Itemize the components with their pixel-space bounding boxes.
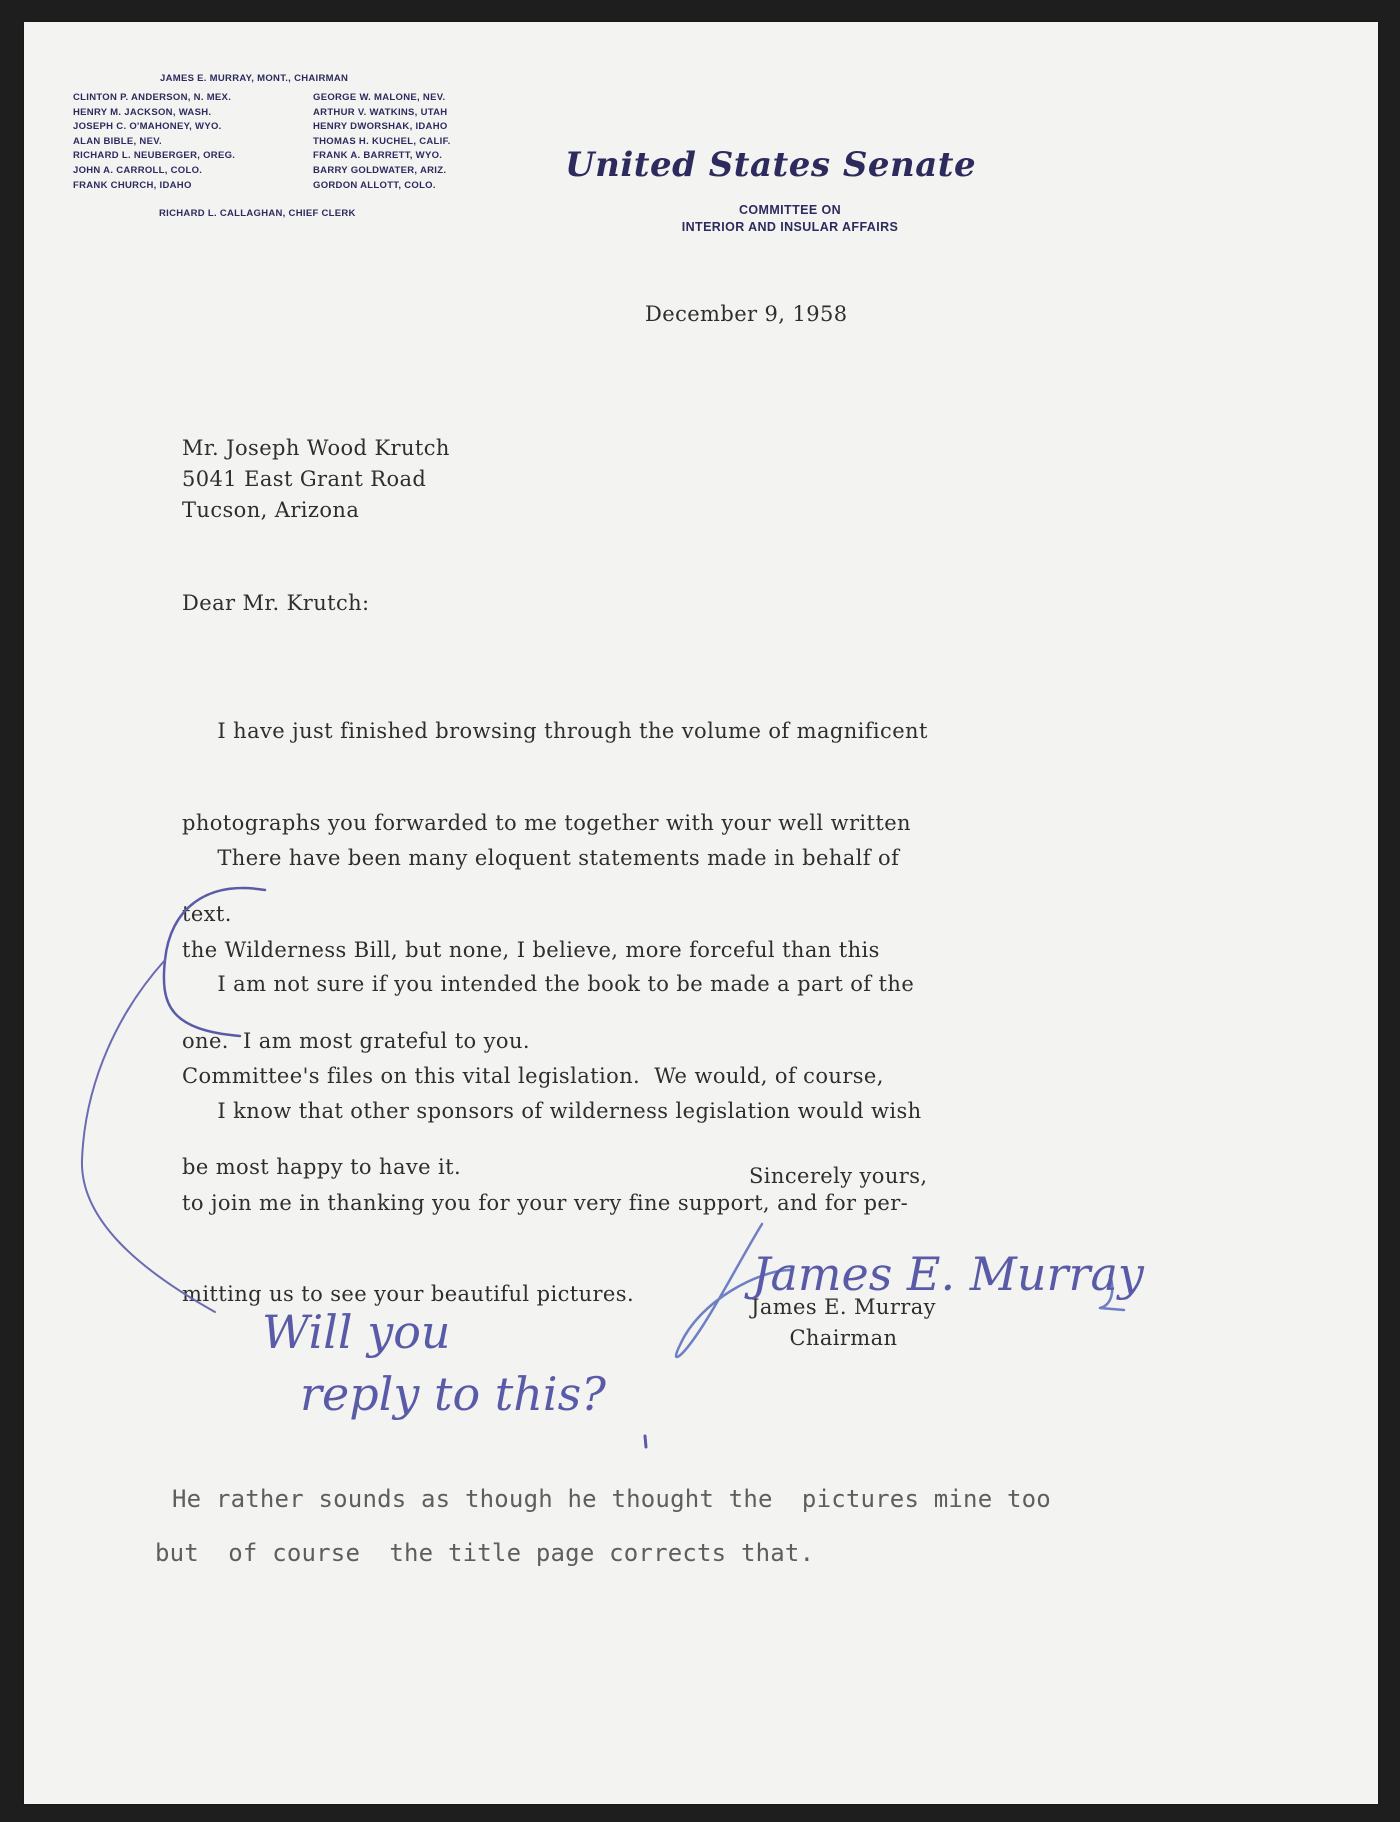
paragraph-line: mitting us to see your beautiful pictures.: [182, 1282, 635, 1306]
paragraph-line: I have just finished browsing through the volume of magnificent: [182, 719, 928, 743]
member-name: FRANK CHURCH, IDAHO: [73, 179, 192, 191]
member-name: RICHARD L. NEUBERGER, OREG.: [73, 150, 236, 162]
paragraph-line: I am not sure if you intended the book to be made a part of the: [182, 972, 915, 996]
signer-name: James E. Murray: [751, 1295, 936, 1319]
paragraph-line: Committee's files on this vital legislation. We would, of course,: [182, 1063, 884, 1088]
paragraph-line: photographs you forwarded to me together with your well written: [182, 810, 911, 835]
address-line: Mr. Joseph Wood Krutch: [182, 436, 450, 460]
letterhead-clerk: RICHARD L. CALLAGHAN, CHIEF CLERK: [159, 208, 356, 219]
paragraph-line: be most happy to have it.: [182, 1155, 462, 1179]
member-name: GEORGE W. MALONE, NEV.: [313, 92, 446, 103]
member-name: ARTHUR V. WATKINS, UTAH: [313, 106, 448, 118]
member-name: JOHN A. CARROLL, COLO.: [73, 164, 203, 176]
committee-line: INTERIOR AND INSULAR AFFAIRS: [681, 220, 899, 234]
member-name: GORDON ALLOTT, COLO.: [313, 179, 436, 191]
paragraph-line: to join me in thanking you for your very fine support, and for per-: [182, 1190, 909, 1215]
handwritten-note-line: reply to this?: [300, 1367, 606, 1421]
member-name: JOSEPH C. O'MAHONEY, WYO.: [73, 121, 222, 133]
member-name: CLINTON P. ANDERSON, N. MEX.: [73, 92, 232, 103]
member-name: THOMAS H. KUCHEL, CALIF.: [313, 135, 451, 147]
signer-title: Chairman: [789, 1326, 898, 1350]
ink-question-dot: [645, 1436, 646, 1447]
typed-note-line: but of course the title page corrects that.: [155, 1539, 815, 1567]
letter-date: December 9, 1958: [645, 302, 848, 326]
senate-title: United States Senate: [565, 145, 977, 185]
salutation: Dear Mr. Krutch:: [182, 591, 370, 615]
paragraph-line: text.: [182, 902, 232, 926]
signature: James E. Murray: [752, 1247, 1144, 1301]
paragraph-line: the Wilderness Bill, but none, I believe, more forceful than this: [182, 937, 880, 962]
handwritten-note-line: Will you: [262, 1305, 451, 1359]
address-line: Tucson, Arizona: [182, 498, 360, 522]
paragraph-line: I know that other sponsors of wilderness legislation would wish: [182, 1099, 922, 1123]
paragraph-line: There have been many eloquent statements made in behalf of: [182, 846, 900, 870]
typed-note-line: He rather sounds as though he thought the pictures mine too: [172, 1485, 1051, 1513]
address-line: 5041 East Grant Road: [182, 467, 427, 491]
member-name: FRANK A. BARRETT, WYO.: [313, 150, 443, 162]
member-name: ALAN BIBLE, NEV.: [73, 135, 162, 147]
paragraph-line: one. I am most grateful to you.: [182, 1029, 530, 1053]
ink-arrow-line: [82, 960, 215, 1312]
member-name: BARRY GOLDWATER, ARIZ.: [313, 164, 447, 176]
closing: Sincerely yours,: [749, 1164, 928, 1188]
ink-bracket: [164, 888, 265, 1036]
member-name: HENRY DWORSHAK, IDAHO: [313, 121, 448, 133]
letterhead-chairman: JAMES E. MURRAY, MONT., CHAIRMAN: [160, 73, 349, 84]
committee-line: COMMITTEE ON: [738, 203, 842, 217]
member-name: HENRY M. JACKSON, WASH.: [73, 106, 212, 118]
